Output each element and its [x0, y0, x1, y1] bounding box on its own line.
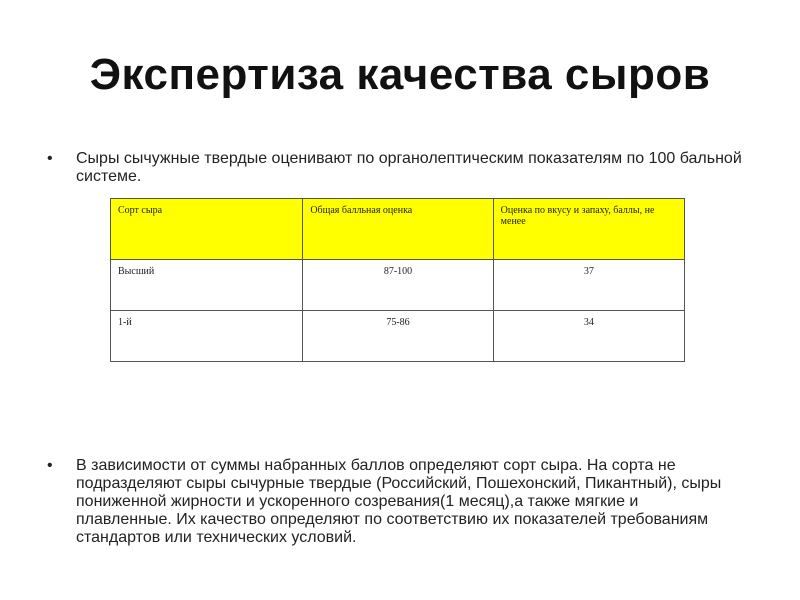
cell-grade: 1-й [111, 311, 303, 362]
header-grade: Сорт сыра [111, 199, 303, 260]
conclusion-text: В зависимости от суммы набранных баллов определяют сорт сыра. На сорта не подразделяют сыры сычурные твердые (Российский, Пошехонский, Пикантный), сыры пониженной жирности и ускоренного созревания(1 месяц),а также мягкие и плавленные. Их качество определяют по соответствию их показателей требованиям стандартов или технических условий. [76, 457, 722, 546]
bullet-symbol: • [47, 150, 53, 167]
table-row [111, 311, 685, 362]
header-taste-score: Оценка по вкусу и запаху, баллы, не менее [493, 199, 684, 260]
bullet-symbol: • [47, 457, 53, 474]
cell-grade: Высший [111, 260, 303, 311]
cell-taste-score: 37 [493, 260, 684, 311]
table-row [111, 260, 685, 311]
cell-total-score: 87-100 [303, 260, 493, 311]
table-header-row [111, 199, 685, 260]
grades-table [110, 198, 685, 362]
cell-taste-score: 34 [493, 311, 684, 362]
cell-total-score: 75-86 [303, 311, 493, 362]
intro-text: Сыры сычужные твердые оценивают по органолептическим показателям по 100 бальной системе. [76, 150, 742, 185]
header-total-score: Общая балльная оценка [303, 199, 493, 260]
page-title: Экспертиза качества сыров [89, 50, 711, 99]
